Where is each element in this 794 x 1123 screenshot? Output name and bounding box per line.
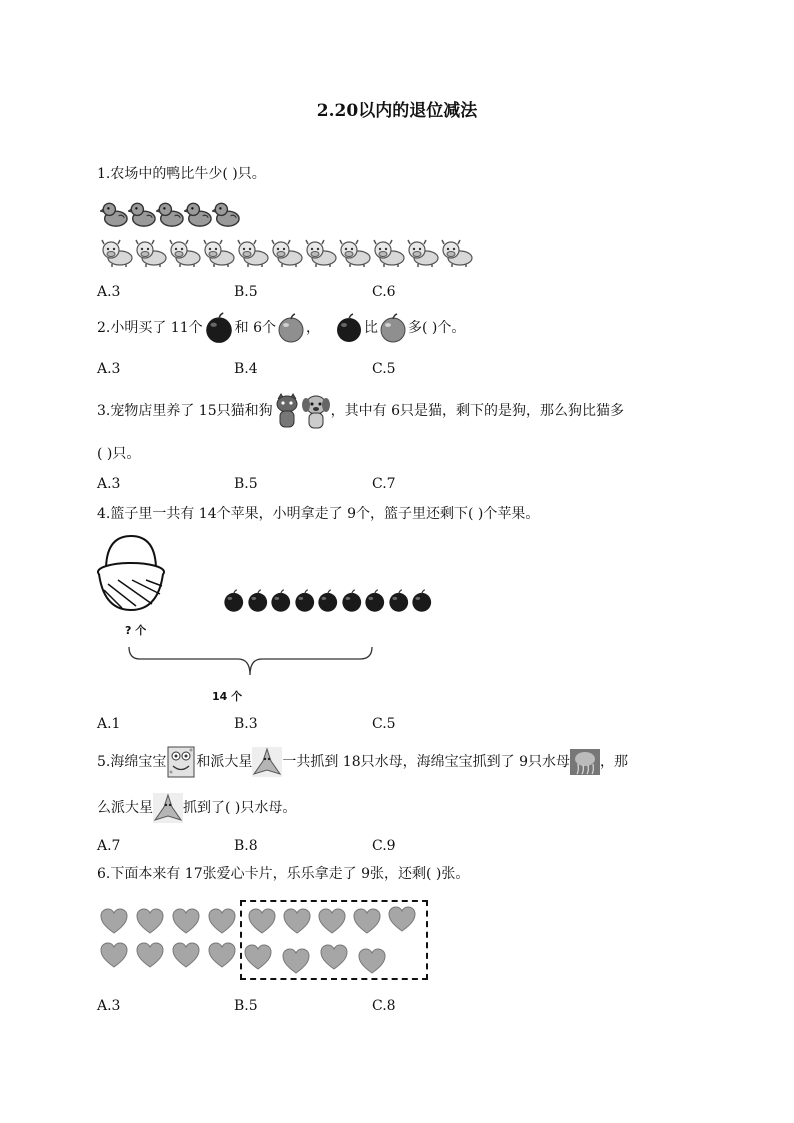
apple-icon	[316, 589, 340, 613]
apple-icon	[269, 589, 293, 613]
heart-icon	[172, 942, 200, 968]
total-count-label: 14 个	[212, 690, 243, 703]
question-6-text: 6.下面本来有 17张爱心卡片，乐乐拿走了 9张，还剩( )张。	[97, 866, 470, 882]
question-3	[97, 393, 624, 429]
q2-option-a[interactable]: A.3	[97, 361, 121, 377]
q4-option-a[interactable]: A.1	[97, 716, 121, 732]
cow-icon	[134, 238, 168, 268]
q3-option-a[interactable]: A.3	[97, 476, 121, 492]
q1-option-a[interactable]: A.3	[97, 284, 121, 300]
q4-option-b[interactable]: B.3	[234, 716, 258, 732]
q3-text-1: 3.宠物店里养了 15只猫和狗	[97, 403, 273, 419]
dark-apple-icon	[334, 313, 364, 343]
cow-icon	[270, 238, 304, 268]
duck-row	[100, 200, 240, 228]
cow-icon	[304, 238, 338, 268]
apple-icon	[387, 589, 411, 613]
heart-icon	[136, 908, 164, 934]
heart-icon	[100, 908, 128, 934]
q5-text-6: 抓到了( )只水母。	[183, 800, 297, 816]
light-apple-icon	[378, 313, 408, 343]
apple-row	[222, 589, 434, 613]
q5-text-2: 和派大星	[196, 754, 253, 770]
total-brace	[126, 645, 376, 677]
question-2	[97, 312, 465, 344]
patrick-star-icon	[252, 747, 282, 777]
duck-icon	[100, 200, 128, 228]
q5-text-1: 5.海绵宝宝	[97, 754, 167, 770]
q5-option-b[interactable]: B.8	[234, 838, 258, 854]
q5-option-c[interactable]: C.9	[372, 838, 396, 854]
q3-text-3: ( )只。	[97, 446, 141, 462]
q2-text-2: 和 6个	[234, 320, 276, 336]
patrick-star-icon	[153, 793, 183, 823]
cow-icon	[202, 238, 236, 268]
q1-option-b[interactable]: B.5	[234, 284, 258, 300]
apple-icon	[293, 589, 317, 613]
duck-icon	[184, 200, 212, 228]
cow-row	[100, 238, 474, 268]
q3-text-2: ，其中有 6只是猫，剩下的是狗，那么狗比猫多	[330, 403, 624, 419]
q2-text-3: ，	[305, 320, 320, 336]
cow-icon	[372, 238, 406, 268]
cat-icon	[273, 393, 301, 429]
duck-icon	[128, 200, 156, 228]
dog-icon	[301, 393, 331, 429]
heart-icon	[208, 942, 236, 968]
duck-icon	[212, 200, 240, 228]
heart-icon	[208, 908, 236, 934]
q2-option-b[interactable]: B.4	[234, 361, 258, 377]
question-4-text: 4.篮子里一共有 14个苹果，小明拿走了 9个，篮子里还剩下( )个苹果。	[97, 506, 540, 522]
cow-icon	[406, 238, 440, 268]
question-5-cont	[97, 793, 296, 823]
q5-text-3: 一共抓到 18只水母，海绵宝宝抓到了 9只水母	[282, 754, 570, 770]
duck-icon	[156, 200, 184, 228]
q5-text-5: 么派大星	[97, 800, 153, 816]
heart-icon	[136, 942, 164, 968]
apple-icon	[222, 589, 246, 613]
cow-icon	[338, 238, 372, 268]
jellyfish-icon	[570, 749, 600, 775]
q3-option-b[interactable]: B.5	[234, 476, 258, 492]
q6-option-c[interactable]: C.8	[372, 998, 396, 1014]
dark-apple-icon	[203, 312, 235, 344]
question-1-text: 1.农场中的鸭比牛少( )只。	[97, 166, 266, 182]
q5-option-a[interactable]: A.7	[97, 838, 121, 854]
cow-icon	[100, 238, 134, 268]
cow-icon	[168, 238, 202, 268]
q3-option-c[interactable]: C.7	[372, 476, 396, 492]
q6-option-a[interactable]: A.3	[97, 998, 121, 1014]
q6-option-b[interactable]: B.5	[234, 998, 258, 1014]
q5-text-4: ，那	[599, 754, 628, 770]
q2-text-1: 2.小明买了 11个	[97, 320, 203, 336]
q2-option-c[interactable]: C.5	[372, 361, 396, 377]
q4-option-c[interactable]: C.5	[372, 716, 396, 732]
spongebob-icon	[166, 745, 196, 779]
page-title: 2.20以内的退位减法	[316, 101, 478, 121]
light-apple-icon	[276, 313, 306, 343]
heart-icon	[172, 908, 200, 934]
taken-cards-box	[240, 900, 428, 980]
q1-option-c[interactable]: C.6	[372, 284, 396, 300]
apple-icon	[363, 589, 387, 613]
cow-icon	[440, 238, 474, 268]
apple-icon	[246, 589, 270, 613]
basket-icon	[96, 532, 166, 614]
q2-text-5: 多( )个。	[407, 320, 466, 336]
unknown-count-label: ? 个	[125, 624, 147, 637]
apple-icon	[340, 589, 364, 613]
question-5	[97, 745, 628, 779]
heart-icon	[100, 942, 128, 968]
cow-icon	[236, 238, 270, 268]
q2-text-4: 比	[363, 320, 378, 336]
apple-icon	[410, 589, 434, 613]
